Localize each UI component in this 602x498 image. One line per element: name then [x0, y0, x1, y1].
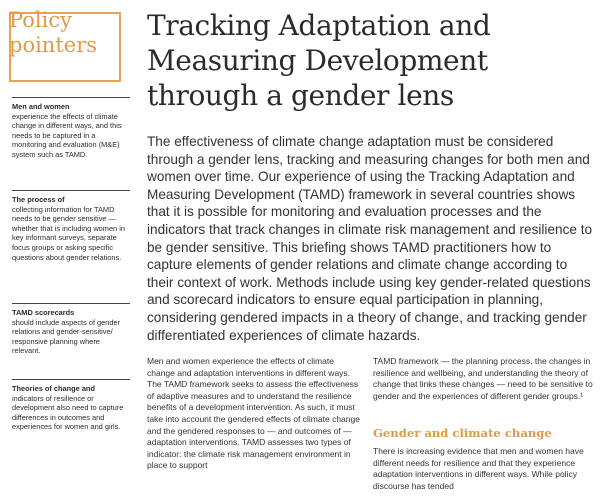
- body-column-right-continued: There is increasing evidence that men and women have different needs for resilience and that they experience adaptation interventions in different ways. While policy discourse has tended: [373, 446, 584, 491]
- page-title: Tracking Adaptation and Measuring Development through a gender lens: [147, 9, 491, 112]
- pointer-lead: The process of: [12, 195, 65, 204]
- pointer-lead: Theories of change and: [12, 384, 95, 393]
- pointer-text: should include aspects of gender relations and gender-sensitive/ responsive planning where relevant.: [12, 317, 121, 356]
- policy-pointers-heading: Policy pointers: [9, 8, 98, 57]
- pointer-text: indicators of resilience or development also need to capture differences in outcomes and experiences for women and girls.: [12, 393, 124, 432]
- policy-pointer: [12, 97, 130, 160]
- body-column-right: TAMD framework — the planning process, the changes in resilience and wellbeing, and understanding the theory of change that links these changes — need to be sensitive to gender and the experiences of different gender groups.¹: [373, 356, 593, 401]
- pointer-text: collecting information for TAMD needs to be gender sensitive — whether that is including women in key informant surveys, separate focus groups or asking specific questions about gender relations.: [12, 204, 125, 262]
- intro-paragraph: The effectiveness of climate change adaptation must be considered through a gender lens, tracking and measuring changes for both men and women over time. Our experience of using the Tracking Adaptation and Measuring Development (TAMD) framework in several countries shows that it is possible for monitoring and evaluation processes and the indicators that track changes in climate risk management and resilience to be gender sensitive. This briefing shows TAMD practitioners how to capture elements of gender relations and climate change according to their context of work. Methods include using key gender-related questions and scorecard indicators to ensure equal participation in planning, considering gendered impacts in a theory of change, and tracking gender differentiated experiences of climate hazards.: [147, 134, 593, 343]
- policy-pointer: [12, 190, 130, 262]
- pointer-lead: Men and women: [12, 102, 70, 111]
- pointer-lead: TAMD scorecards: [12, 308, 75, 317]
- policy-pointer: [12, 379, 130, 432]
- policy-pointer: [12, 303, 130, 356]
- section-heading: Gender and climate change: [373, 426, 552, 440]
- body-column-left: Men and women experience the effects of climate change and adaptation interventions in different ways. The TAMD framework seeks to assess the effectiveness of adaptive measures and to understand the resilience benefits of a development intervention. As such, it must take into account the gendered effects of climate change and the gendered responses to — and outcomes of — adaptation interventions. TAMD assesses two types of indicator: the climate risk management environment in place to support: [147, 356, 360, 471]
- policy-pointers-sidebar: [0, 0, 133, 498]
- pointer-text: experience the effects of climate change in different ways, and this needs to be captured in a monitoring and evaluation (M&E) system such as TAMD.: [12, 111, 122, 159]
